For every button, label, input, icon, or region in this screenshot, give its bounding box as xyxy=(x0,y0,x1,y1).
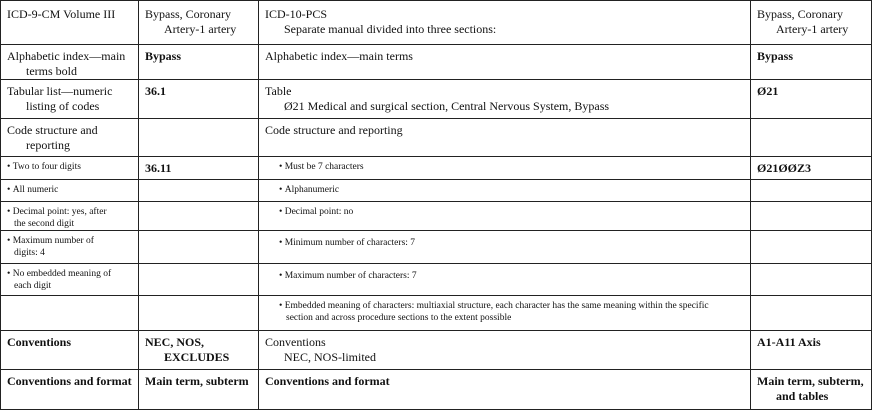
table-row: Code structure and reporting Code structure and reporting xyxy=(1,119,872,157)
table-row: Conventions NEC, NOS, EXCLUDES Conventions NEC, NOS-limited A1-A11 Axis xyxy=(1,331,872,370)
icd10-title: ICD-10-PCS xyxy=(265,7,328,21)
header-row xyxy=(1,1,872,45)
table-row: • No embedded meaning of each digit • Maximum number of characters: 7 xyxy=(1,264,872,296)
icd10-example: Bypass, Coronary Artery-1 artery xyxy=(751,1,872,45)
table-row: Tabular list—numeric listing of codes 36.1 Table Ø21 Medical and surgical section, Central Nervous System, Bypass Ø21 xyxy=(1,80,872,119)
icd9-title: ICD-9-CM Volume III xyxy=(1,1,139,45)
table-row: Conventions and format Main term, subterm Conventions and format Main term, subterm, and tables xyxy=(1,370,872,410)
table-row: • Decimal point: yes, after the second digit • Decimal point: no xyxy=(1,202,872,231)
icd10-subtitle: Separate manual divided into three sections: xyxy=(284,22,497,36)
icd9-example: Bypass, Coronary Artery-1 artery xyxy=(139,1,259,45)
table-row: • Embedded meaning of characters: multiaxial structure, each character has the same meaning within the specific section and across procedure sections to the extent possible xyxy=(1,296,872,331)
icd10-title-cell xyxy=(259,1,751,45)
table-row: • Maximum number of digits: 4 • Minimum number of characters: 7 xyxy=(1,231,872,264)
table-row: • Two to four digits 36.11 • Must be 7 characters Ø21ØØZ3 xyxy=(1,157,872,180)
table-row: • All numeric • Alphanumeric xyxy=(1,180,872,202)
table-row: Alphabetic index—main terms bold Bypass Alphabetic index—main terms Bypass xyxy=(1,45,872,80)
